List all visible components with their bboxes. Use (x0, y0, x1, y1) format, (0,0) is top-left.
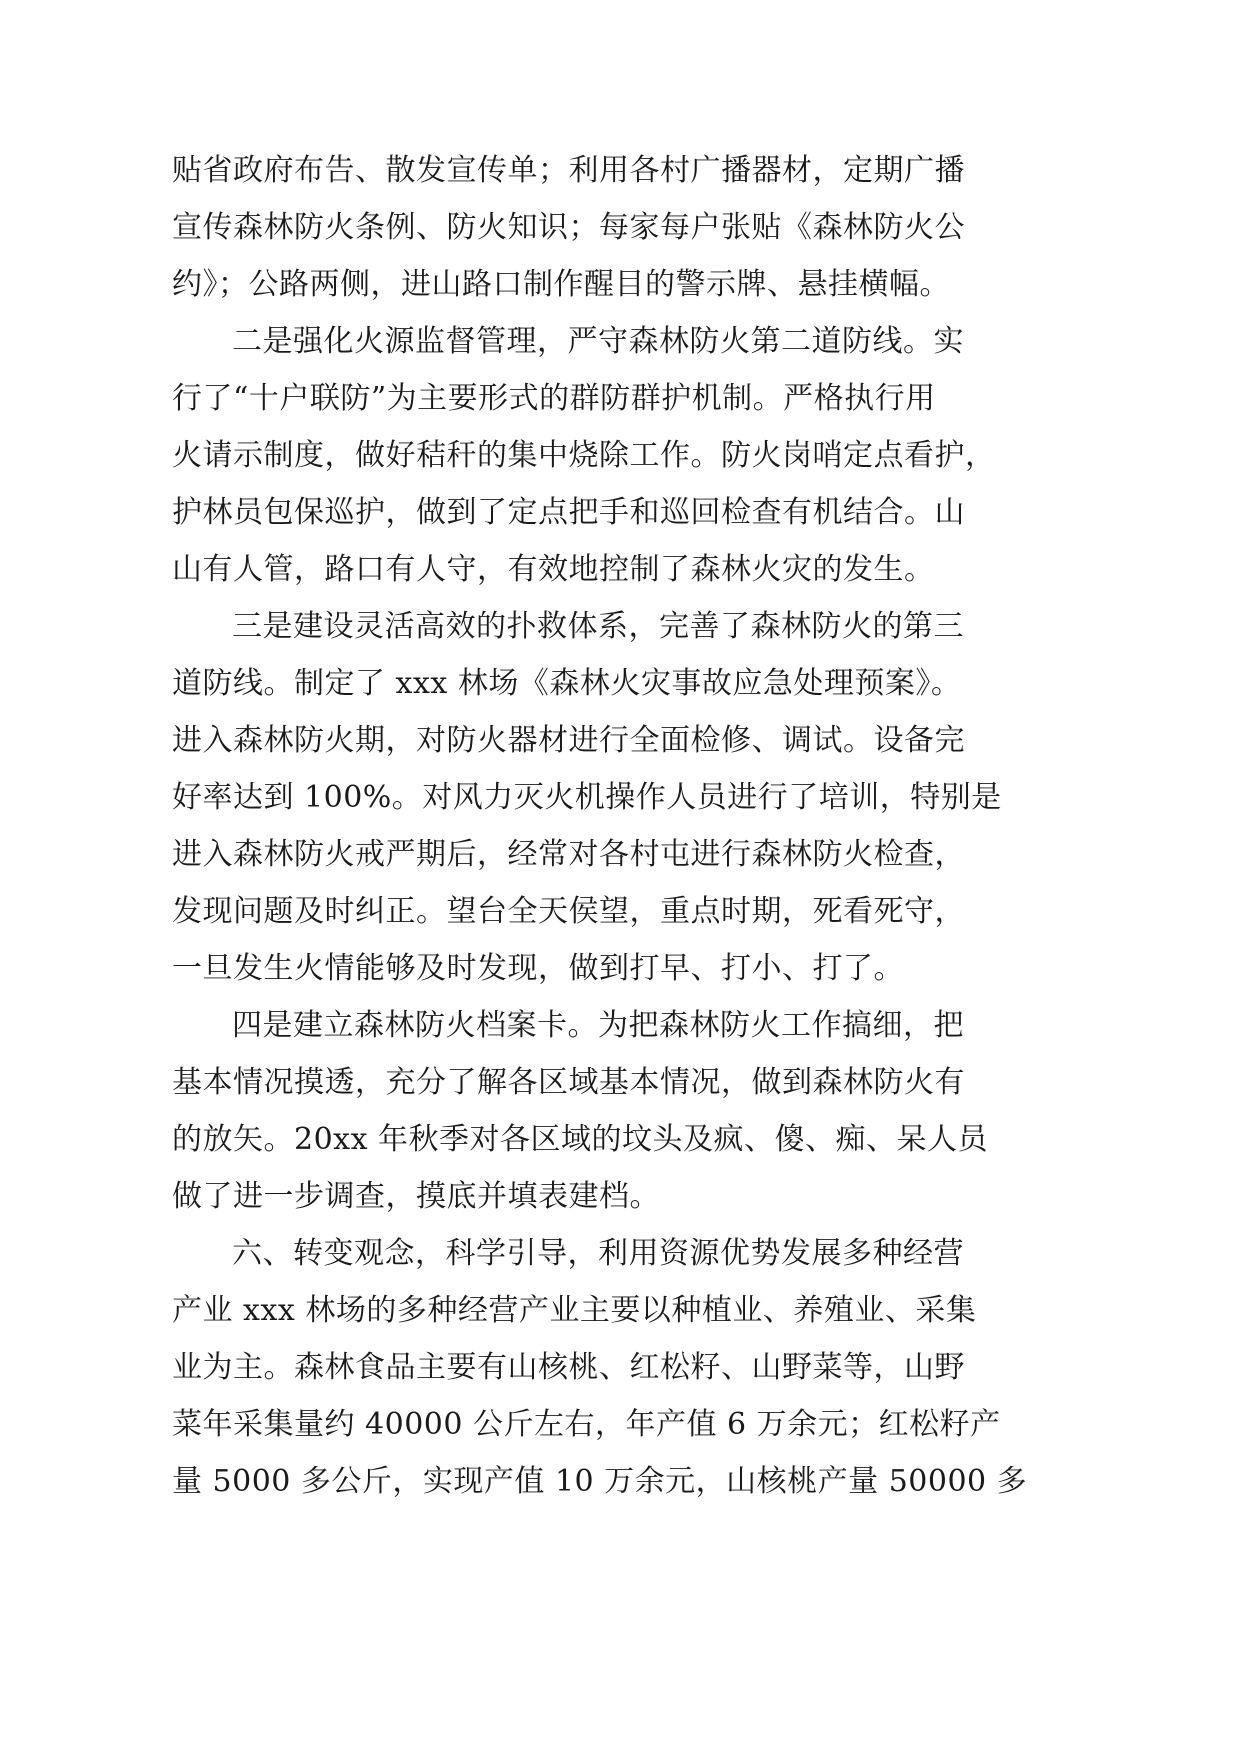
text-line: 宣传森林防火条例、防火知识；每家每户张贴《森林防火公 (172, 210, 965, 245)
text-line: 进入森林防火戒严期后，经常对各村屯进行森林防火检查， (172, 837, 965, 872)
text-line: 菜年采集量约 40000 公斤左右，年产值 6 万余元；红松籽产 (172, 1407, 1001, 1442)
text-line: 山有人管，路口有人守，有效地控制了森林火灾的发生。 (172, 552, 935, 587)
paragraph-firefighting-system (172, 598, 1002, 997)
paragraph-publicity-continued (172, 142, 965, 313)
text-line: 道防线。制定了 xxx 林场《森林火灾事故应急处理预案》。 (172, 666, 962, 701)
text-line: 一旦发生火情能够及时发现，做到打早、打小、打了。 (172, 951, 904, 986)
text-line: 产业 xxx 林场的多种经营产业主要以种植业、养殖业、采集 (172, 1293, 977, 1328)
document-body (172, 142, 1028, 1510)
text-line: 护林员包保巡护，做到了定点把手和巡回检查有机结合。山 (172, 495, 965, 530)
text-line: 约》；公路两侧，进山路口制作醒目的警示牌、悬挂横幅。 (172, 267, 950, 302)
text-line: 发现问题及时纠正。望台全天侯望，重点时期，死看死守， (172, 894, 965, 929)
paragraph-fire-archive-cards (172, 997, 989, 1225)
text-line: 贴省政府布告、散发宣传单；利用各村广播器材，定期广播 (172, 153, 965, 188)
paragraph-fire-source-supervision (172, 313, 996, 598)
text-line: 量 5000 多公斤，实现产值 10 万余元，山核桃产量 50000 多 (172, 1464, 1028, 1499)
text-line: 好率达到 100%。对风力灭火机操作人员进行了培训，特别是 (172, 780, 1002, 815)
text-line: 六、转变观念，科学引导，利用资源优势发展多种经营 (232, 1236, 964, 1271)
text-line: 业为主。森林食品主要有山核桃、红松籽、山野菜等，山野 (172, 1350, 965, 1385)
text-line: 做了进一步调查，摸底并填表建档。 (172, 1179, 660, 1214)
text-line: 基本情况摸透，充分了解各区域基本情况，做到森林防火有 (172, 1065, 965, 1100)
text-line: 二是强化火源监督管理，严守森林防火第二道防线。实 (232, 324, 964, 359)
text-line: 行了“十户联防”为主要形式的群防群护机制。严格执行用 (172, 381, 936, 416)
text-line: 进入森林防火期，对防火器材进行全面检修、调试。设备完 (172, 723, 965, 758)
text-line: 的放矢。20xx 年秋季对各区域的坟头及疯、傻、痴、呆人员 (172, 1122, 989, 1157)
text-line: 四是建立森林防火档案卡。为把森林防火工作搞细，把 (232, 1008, 964, 1043)
text-line: 火请示制度，做好秸秆的集中烧除工作。防火岗哨定点看护， (172, 438, 996, 473)
text-line: 三是建设灵活高效的扑救体系，完善了森林防火的第三 (232, 609, 964, 644)
paragraph-diversified-operations (172, 1225, 1028, 1510)
